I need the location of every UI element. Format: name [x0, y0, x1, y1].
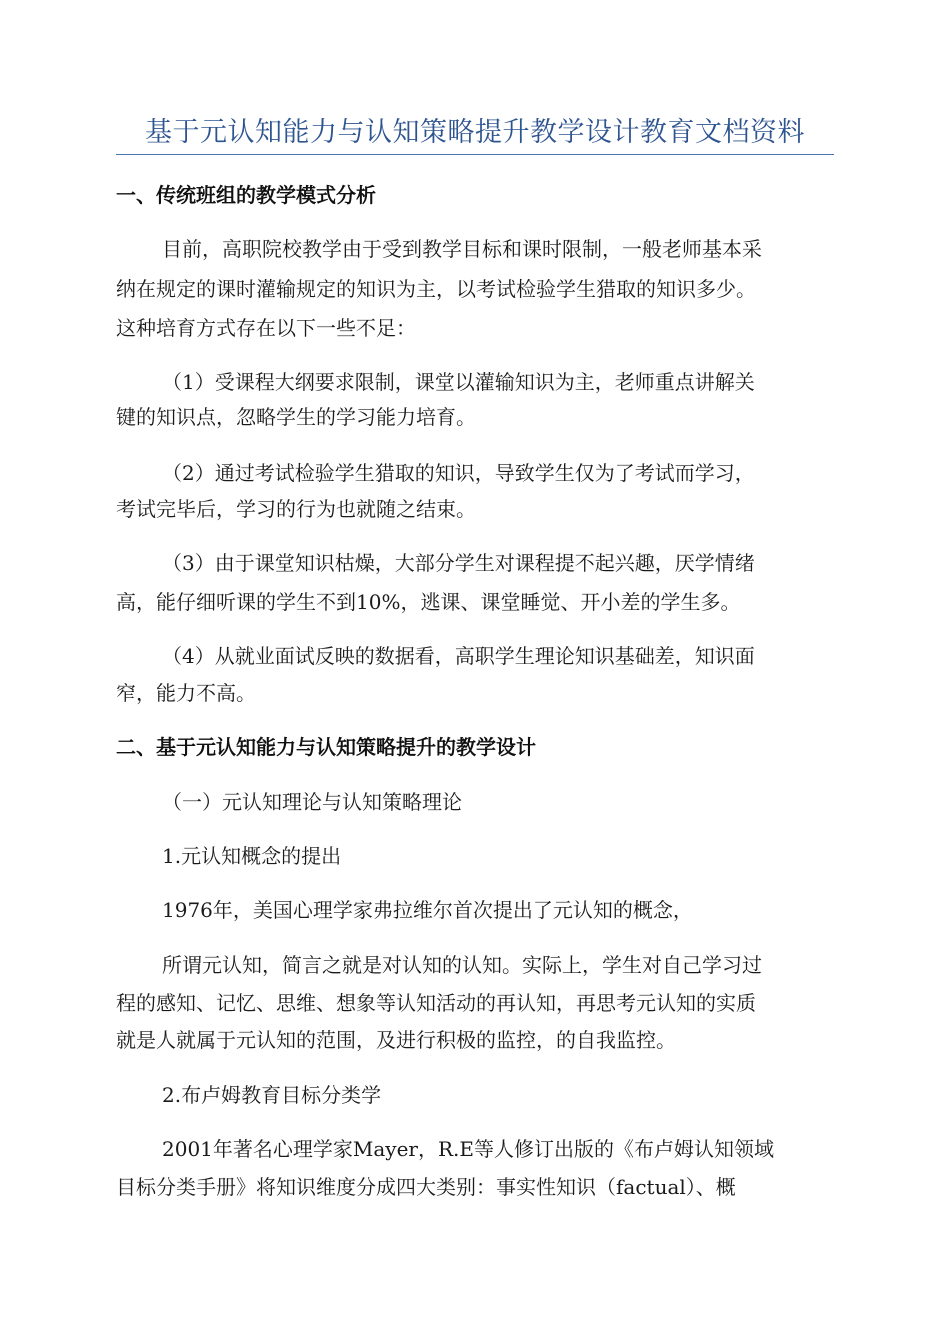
title-underline — [116, 154, 834, 155]
subheading-metacognition-concept: 1.元认知概念的提出 — [162, 844, 342, 868]
list-item-2-line-1: （2）通过考试检验学生猎取的知识，导致学生仅为了考试而学习， — [162, 461, 755, 485]
list-item-1-line-2: 键的知识点，忽略学生的学习能力培育。 — [116, 405, 476, 429]
subheading-bloom-taxonomy: 2.布卢姆教育目标分类学 — [162, 1083, 382, 1107]
paragraph-line: 目标分类手册》将知识维度分成四大类别：事实性知识（factual）、概 — [116, 1175, 736, 1199]
list-item-4-line-2: 窄，能力不高。 — [116, 681, 256, 705]
list-item-4-line-1: （4）从就业面试反映的数据看，高职学生理论知识基础差，知识面 — [162, 644, 755, 668]
subheading-theory: （一）元认知理论与认知策略理论 — [162, 790, 462, 814]
list-item-3-line-2: 高，能仔细听课的学生不到10%，逃课、课堂睡觉、开小差的学生多。 — [116, 590, 741, 614]
paragraph-line: 程的感知、记忆、思维、想象等认知活动的再认知，再思考元认知的实质 — [116, 991, 756, 1015]
section-2-heading: 二、基于元认知能力与认知策略提升的教学设计 — [116, 735, 536, 759]
paragraph-line: 就是人就属于元认知的范围，及进行积极的监控，的自我监控。 — [116, 1028, 676, 1052]
paragraph-line: 1976年，美国心理学家弗拉维尔首次提出了元认知的概念， — [162, 898, 693, 922]
section-1-heading: 一、传统班组的教学模式分析 — [116, 183, 376, 207]
paragraph-line: 2001年著名心理学家Mayer，R.E等人修订出版的《布卢姆认知领域 — [162, 1137, 775, 1161]
document-title: 基于元认知能力与认知策略提升教学设计教育文档资料 — [145, 117, 805, 148]
list-item-1-line-1: （1）受课程大纲要求限制，课堂以灌输知识为主，老师重点讲解关 — [162, 370, 755, 394]
list-item-3-line-1: （3）由于课堂知识枯燥，大部分学生对课程提不起兴趣，厌学情绪 — [162, 551, 755, 575]
paragraph-line: 目前，高职院校教学由于受到教学目标和课时限制，一般老师基本采 — [162, 237, 762, 261]
paragraph-line: 这种培育方式存在以下一些不足： — [116, 316, 416, 340]
list-item-2-line-2: 考试完毕后，学习的行为也就随之结束。 — [116, 497, 476, 521]
paragraph-line: 纳在规定的课时灌输规定的知识为主，以考试检验学生猎取的知识多少。 — [116, 277, 756, 301]
paragraph-line: 所谓元认知，简言之就是对认知的认知。实际上，学生对自己学习过 — [162, 953, 762, 977]
